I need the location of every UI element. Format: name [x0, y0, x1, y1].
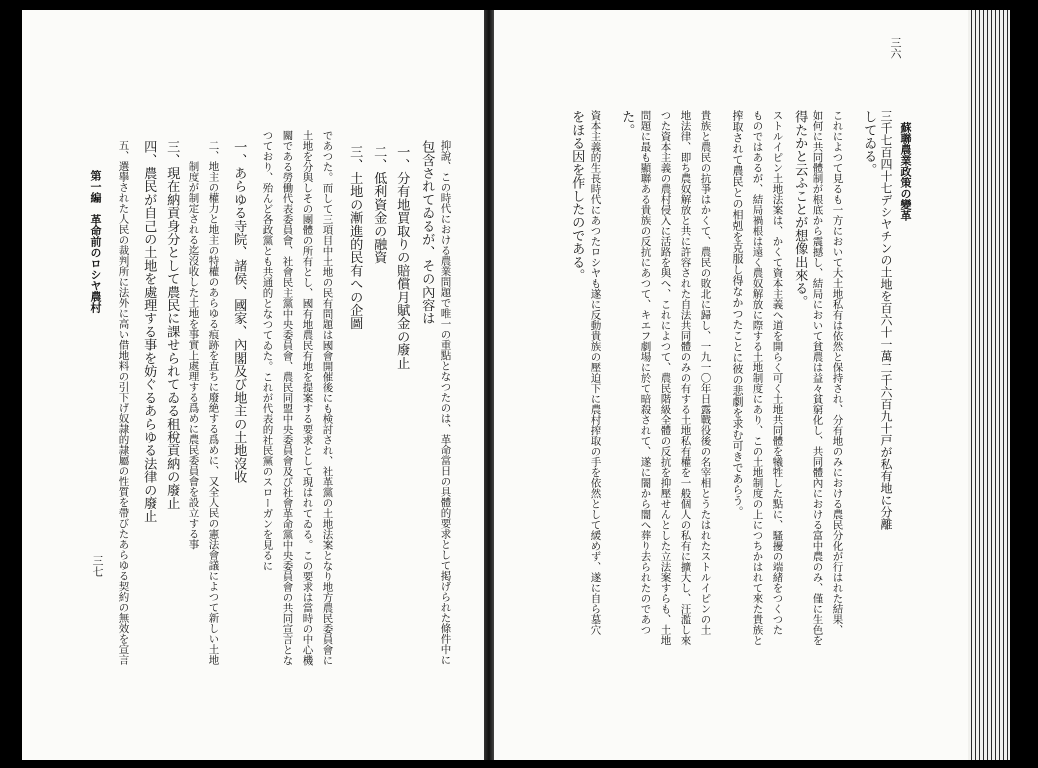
right-line: ものではあるが、結局禍根は遠く農奴解放に際する土地制度にあり、この土地制度の上につちかはれて來た貴族と — [751, 110, 764, 646]
right-running-header: 蘇聯農業政策の變革 — [899, 122, 912, 221]
list-item: 三、土地の漸進的民有への企圖 — [347, 145, 363, 330]
slogan-item: 三、現在納貢身分として農民に課せられてゐる租稅貢納の廢止 — [164, 140, 180, 510]
book-gutter — [484, 10, 494, 760]
right-line: 搾取されて農民との相剋を克服し得なかつたことに彼の悲劇を求む可きであらう。 — [731, 110, 744, 517]
right-line: これによつて見るも一方において大土地私有は依然と保持され、分有地のみにおける農民分化が行はれた結果、 — [831, 110, 844, 635]
left-intro-line: 抑說、この時代における農業問題で唯一の重點となつたのは、革命當日の具體的要求として掲げられた條件中に — [439, 140, 452, 665]
right-line: してゐる。 — [861, 110, 877, 176]
slogan-item: 二、地主の權力と地主の特權のあらゆる痕跡を直ちに廢絶する爲めに、又全人民の憲法會議によつて新しい土地 — [207, 140, 220, 665]
right-line: 地法律、即ち農奴解放と共に許容された自法共同體のみの有する土地私有權を一般個人の私有に擴大し、汪濫し來 — [679, 110, 692, 646]
right-line: 三千七百四十七デシヤチンの土地を百六十一萬二千六百九十戸が私有地に分離 — [879, 110, 893, 530]
list-item: 二、低利資金の融資 — [371, 145, 387, 264]
list-item: 一、分有地買取りの賠償月賦金の廢止 — [394, 145, 410, 370]
left-body-line: 關である勞働代表委員會、社會民主黨中央委員會、農民同盟中央委員會及び社會革命黨中央委員會の共同宣言とな — [281, 130, 294, 666]
right-line: た。 — [619, 110, 635, 137]
right-line: つた資本主義の農村侵入に活路を與へ、これによつて、農民階級全體の反抗を抑壓せんとした立法案すらも、土地 — [659, 110, 672, 646]
right-line: 資本主義的生長時代にあつたロシヤも遂に反動貴族の壓迫下に農村搾取の手を依然として緩めず、遂に自ら墓穴 — [589, 110, 602, 635]
right-line: ストルイピン土地法案は、かくて資本主義へ道を開らく可く土地共同體を犧牲した點に、騷擾の端緒をつくつた — [771, 110, 784, 635]
left-page — [22, 10, 484, 760]
slogan-item: 制度が制定される迄沒收した土地を事實上處理する爲めに農民委員會を設立する事 — [187, 140, 200, 550]
left-intro-line: 包含されてゐるが、その內容は — [419, 140, 435, 325]
page-edges — [968, 10, 1010, 760]
left-body-line: つており、殆んど各政黨とも共通的となつてゐた。これが代表的社民黨のスローガンを見るに — [261, 130, 274, 571]
left-body-line: 土地を分與しその團體の所有とし、國有地農民有地を提案する要求として現はれてゐる。この要求は當時の中心機 — [301, 130, 314, 666]
left-page-number: 三七 — [91, 555, 104, 577]
right-line: 得たかと云ふことが想像出來る。 — [792, 110, 808, 308]
right-line: 如何に共同體制が根底から震撼し、結局において貧農は益々貧窮化し、共同體內における富中農のみ、僅に生色を — [811, 110, 824, 646]
right-page-number: 三六 — [889, 37, 902, 59]
slogan-item: 五、選擧された人民の裁判所に法外に高い借地料の引下げ奴隷的隷屬の性質を帶びたあらゆる契約の無效を宣言 — [117, 140, 130, 665]
slogan-item: 四、農民が自己の土地を處理する事を妨ぐるあらゆる法律の廢止 — [141, 140, 157, 523]
right-line: をほる因を作したのである。 — [569, 110, 585, 282]
right-line: 問題に最も顯聯ある貴族の反抗にあつて、キエフ劇場に於て暗殺されて、遂に闇から闇へ葬り去られたのであつ — [639, 110, 652, 635]
right-line: 貴族と農民の抗爭はかくて、農民の敗北に歸し、一九一〇年日露戰役後の名宰相とうたはれたストルイピンの土 — [699, 110, 712, 635]
slogan-item: 一、あらゆる寺院、諸侯、國家、內閣及び地主の土地沒收 — [231, 140, 247, 484]
left-body-line: であつた。而して三項目中土地の民有問題は國會開催後にも検討され、社革黨の土地法案となり地方農民委員會に — [321, 130, 334, 666]
left-running-footer: 第一編 革命前のロシヤ農村 — [89, 170, 102, 313]
